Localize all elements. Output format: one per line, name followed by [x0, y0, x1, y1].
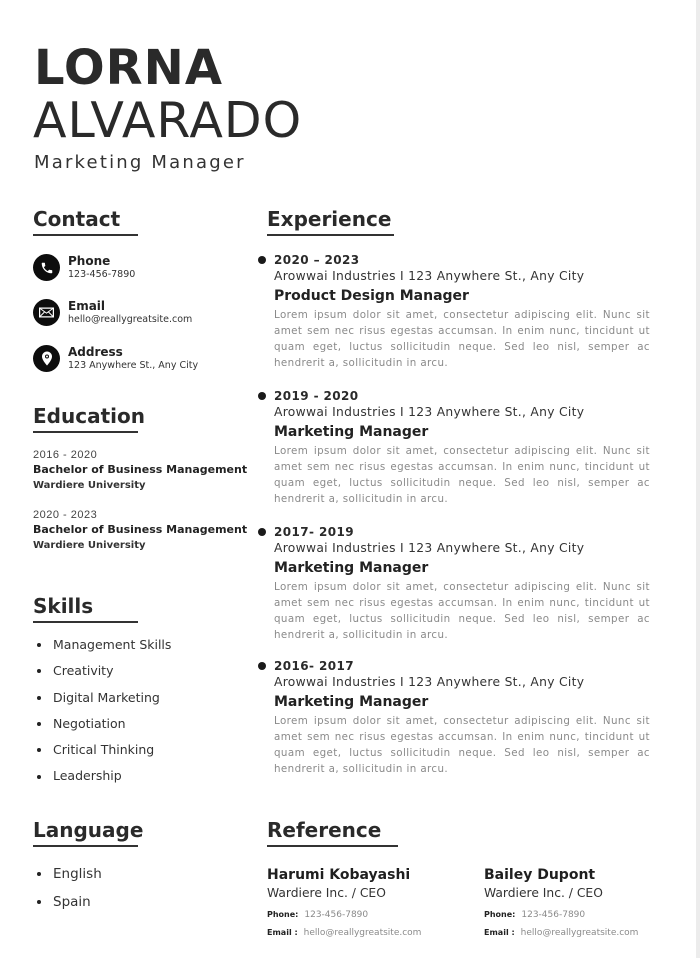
- experience-company: Arowwai Industries I 123 Anywhere St., Any City: [274, 269, 585, 283]
- skills-list: [37, 632, 171, 790]
- language-divider: [33, 845, 138, 847]
- email-label: Email :: [484, 928, 515, 937]
- skill-item: Creativity: [37, 658, 171, 684]
- contact-value: hello@reallygreatsite.com: [68, 314, 193, 325]
- education-item: [33, 508, 247, 554]
- experience-title: Product Design Manager: [274, 288, 469, 304]
- education-item: [33, 448, 247, 494]
- contact-phone: [33, 254, 135, 281]
- education-years: 2016 - 2020: [33, 449, 98, 461]
- reference-email: hello@reallygreatsite.com: [303, 928, 422, 938]
- phone-label: Phone:: [484, 910, 516, 919]
- experience-description: Lorem ipsum dolor sit amet, consectetur adipiscing elit. Nunc sit amet sem nec risus egestas accumsan. In enim nunc, tincidunt ut quam eget, luctus sollicitudin neque. Sed leo nisl, semper ac hendrerit a, sollicitudin in arcu.: [274, 715, 650, 775]
- job-role: Marketing Manager: [34, 152, 246, 173]
- phone-icon: [33, 254, 60, 281]
- education-degree: Bachelor of Business Management: [33, 523, 248, 536]
- contact-value: 123 Anywhere St., Any City: [68, 360, 199, 371]
- location-icon: [33, 345, 60, 372]
- contact-email: [33, 299, 192, 326]
- education-years: 2020 - 2023: [33, 509, 98, 521]
- language-heading: Language: [33, 818, 144, 842]
- education-school: Wardiere University: [33, 540, 146, 551]
- skill-item: Management Skills: [37, 632, 171, 658]
- experience-description: Lorem ipsum dolor sit amet, consectetur adipiscing elit. Nunc sit amet sem nec risus egestas accumsan. In enim nunc, tincidunt ut quam eget, luctus sollicitudin neque. Sed leo nisl, semper ac hendrerit a, sollicitudin in arcu.: [274, 581, 650, 641]
- skills-divider: [33, 621, 138, 623]
- education-school: Wardiere University: [33, 480, 146, 491]
- experience-years: 2019 - 2020: [274, 389, 359, 403]
- experience-company: Arowwai Industries I 123 Anywhere St., Any City: [274, 405, 585, 419]
- reference-name: Bailey Dupont: [484, 867, 596, 883]
- experience-divider: [267, 234, 394, 236]
- timeline-dot: [258, 528, 266, 536]
- email-label: Email :: [267, 928, 298, 937]
- education-heading: Education: [33, 404, 145, 428]
- experience-company: Arowwai Industries I 123 Anywhere St., Any City: [274, 541, 585, 555]
- last-name: ALVARADO: [33, 92, 303, 149]
- phone-label: Phone:: [267, 910, 299, 919]
- contact-address: [33, 345, 198, 372]
- experience-item: [258, 658, 650, 777]
- reference-item: [484, 866, 638, 942]
- language-item: English: [37, 860, 102, 888]
- experience-description: Lorem ipsum dolor sit amet, consectetur adipiscing elit. Nunc sit amet sem nec risus egestas accumsan. In enim nunc, tincidunt ut quam eget, luctus sollicitudin neque. Sed leo nisl, semper ac hendrerit a, sollicitudin in arcu.: [274, 445, 650, 505]
- experience-years: 2017- 2019: [274, 525, 354, 539]
- reference-name: Harumi Kobayashi: [267, 867, 411, 883]
- skills-heading: Skills: [33, 594, 94, 618]
- reference-phone: 123-456-7890: [521, 910, 586, 920]
- reference-position: Wardiere Inc. / CEO: [267, 886, 386, 900]
- experience-item: [258, 524, 650, 643]
- reference-email: hello@reallygreatsite.com: [520, 928, 639, 938]
- reference-item: [267, 866, 421, 942]
- first-name: LORNA: [34, 40, 223, 96]
- contact-value: 123-456-7890: [68, 269, 136, 280]
- experience-item: [258, 252, 650, 371]
- reference-position: Wardiere Inc. / CEO: [484, 886, 603, 900]
- page-edge: [696, 0, 700, 958]
- contact-label: Email: [68, 299, 106, 313]
- skill-item: Critical Thinking: [37, 737, 171, 763]
- skill-item: Negotiation: [37, 711, 171, 737]
- experience-years: 2016- 2017: [274, 659, 354, 673]
- experience-description: Lorem ipsum dolor sit amet, consectetur adipiscing elit. Nunc sit amet sem nec risus egestas accumsan. In enim nunc, tincidunt ut quam eget, luctus sollicitudin neque. Sed leo nisl, semper ac hendrerit a, sollicitudin in arcu.: [274, 309, 650, 369]
- reference-divider: [267, 845, 398, 847]
- experience-years: 2020 – 2023: [274, 253, 360, 267]
- experience-title: Marketing Manager: [274, 560, 429, 576]
- skill-item: Digital Marketing: [37, 685, 171, 711]
- contact-label: Address: [68, 345, 123, 359]
- reference-heading: Reference: [267, 818, 382, 842]
- contact-label: Phone: [68, 254, 111, 268]
- education-divider: [33, 431, 138, 433]
- experience-title: Marketing Manager: [274, 424, 429, 440]
- language-item: Spain: [37, 888, 102, 916]
- contact-heading: Contact: [33, 207, 121, 231]
- experience-item: [258, 388, 650, 507]
- language-list: [37, 860, 102, 916]
- reference-phone: 123-456-7890: [304, 910, 369, 920]
- contact-divider: [33, 234, 138, 236]
- timeline-dot: [258, 392, 266, 400]
- skill-item: Leadership: [37, 763, 171, 789]
- timeline-dot: [258, 662, 266, 670]
- experience-heading: Experience: [267, 207, 392, 231]
- experience-title: Marketing Manager: [274, 694, 429, 710]
- timeline-dot: [258, 256, 266, 264]
- email-icon: [33, 299, 60, 326]
- education-degree: Bachelor of Business Management: [33, 463, 248, 476]
- experience-company: Arowwai Industries I 123 Anywhere St., Any City: [274, 675, 585, 689]
